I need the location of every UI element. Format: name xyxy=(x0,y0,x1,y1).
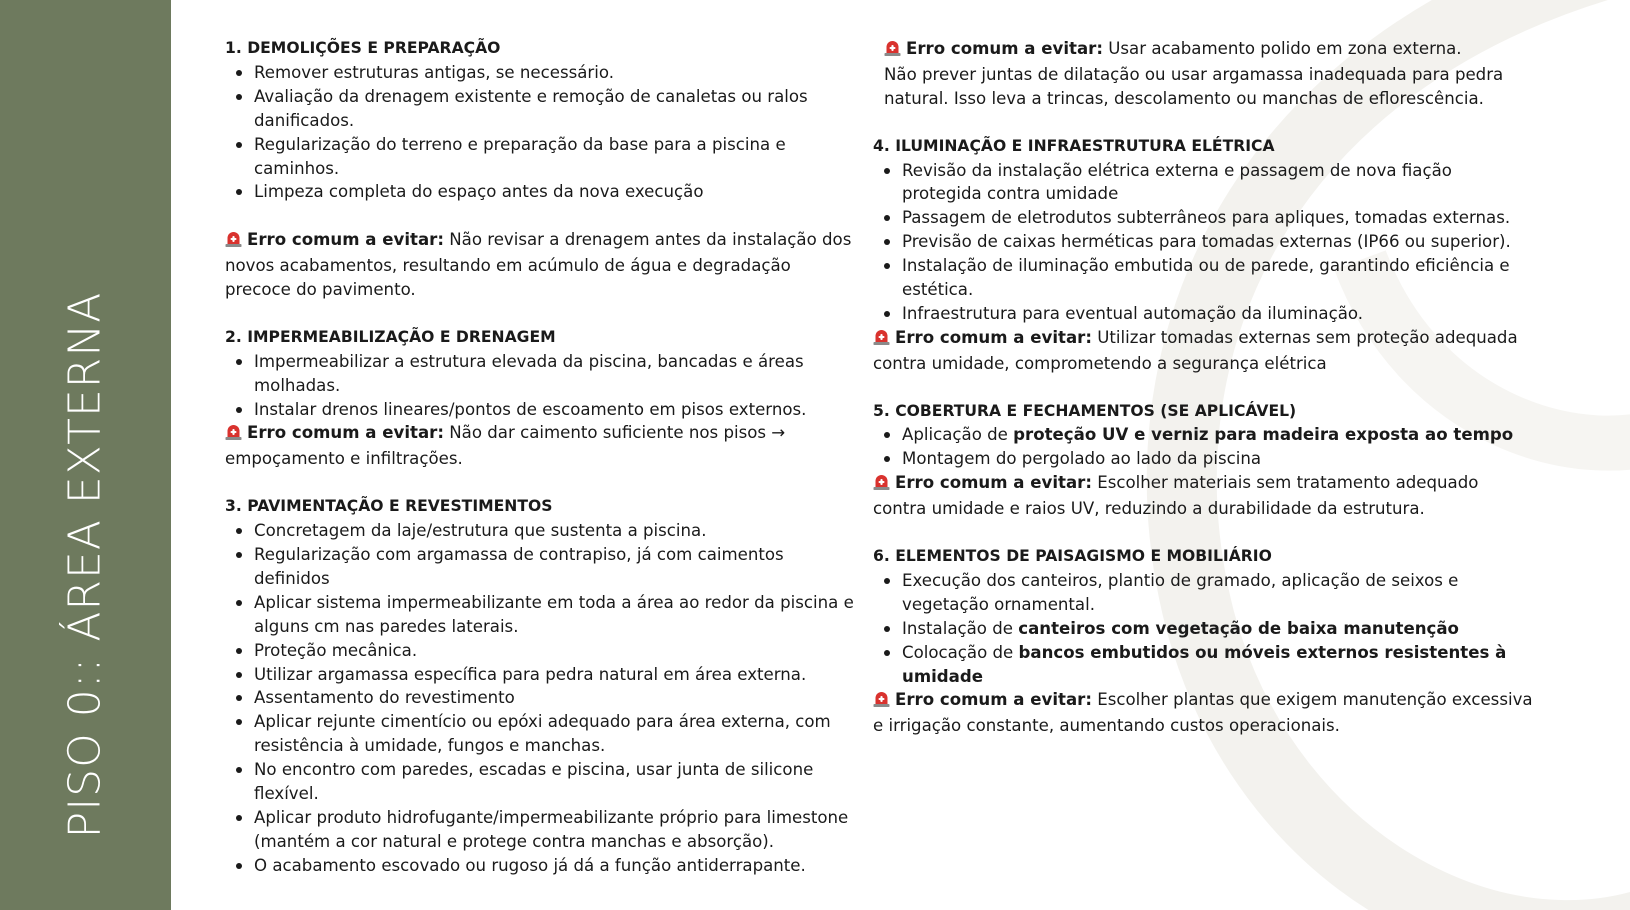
list-item: Aplicar produto hidrofugante/impermeabilizante próprio para limestone (mantém a cor natural e protege contra manchas e absorção). xyxy=(225,806,860,854)
section-demolicoes xyxy=(225,37,860,302)
siren-icon xyxy=(873,690,890,714)
section-heading: 4. ILUMINAÇÃO E INFRAESTRUTURA ELÉTRICA xyxy=(873,136,1275,155)
section-iluminacao xyxy=(873,135,1533,376)
list-item: Aplicação de proteção UV e verniz para madeira exposta ao tempo xyxy=(873,423,1533,447)
warning-label: Erro comum a evitar: xyxy=(247,423,444,443)
list-item: Aplicar sistema impermeabilizante em toda a área ao redor da piscina e alguns cm nas paredes laterais. xyxy=(225,591,860,639)
list-item: Colocação de bancos embutidos ou móveis externos resistentes à umidade xyxy=(873,641,1533,689)
sidebar-panel xyxy=(0,0,171,910)
warning-note xyxy=(884,37,1533,63)
warning-label: Erro comum a evitar: xyxy=(895,327,1092,347)
siren-icon xyxy=(225,230,242,254)
list-item: Previsão de caixas herméticas para tomadas externas (IP66 ou superior). xyxy=(873,230,1533,254)
list-item: Montagem do pergolado ao lado da piscina xyxy=(873,447,1533,471)
list-item: Proteção mecânica. xyxy=(225,639,860,663)
content-column-right xyxy=(873,37,1533,738)
list-item: Regularização do terreno e preparação da base para a piscina e caminhos. xyxy=(225,133,860,181)
section-pavimentacao-warning xyxy=(873,37,1533,111)
warning-label: Erro comum a evitar: xyxy=(247,230,444,250)
warning-text: Escolher plantas que exigem manutenção excessiva e irrigação constante, aumentando custos operacionais. xyxy=(873,690,1533,736)
siren-icon xyxy=(873,328,890,352)
warning-note xyxy=(873,326,1533,376)
item-list xyxy=(873,159,1533,326)
section-paisagismo xyxy=(873,545,1533,738)
section-heading: 1. DEMOLIÇÕES E PREPARAÇÃO xyxy=(225,39,501,57)
list-item: Impermeabilizar a estrutura elevada da piscina, bancadas e áreas molhadas. xyxy=(225,350,860,398)
list-item: Infraestrutura para eventual automação da iluminação. xyxy=(873,302,1533,326)
siren-icon xyxy=(884,39,901,63)
list-item: Remover estruturas antigas, se necessário. xyxy=(225,61,860,85)
item-list xyxy=(225,519,860,878)
list-item: Instalar drenos lineares/pontos de escoamento em pisos externos. xyxy=(225,398,860,422)
item-list xyxy=(225,350,860,422)
page-title: PISO 0:: ÁREA EXTERNA xyxy=(59,291,111,839)
section-heading: 3. PAVIMENTAÇÃO E REVESTIMENTOS xyxy=(225,497,553,516)
warning-label: Erro comum a evitar: xyxy=(906,39,1103,58)
list-item: Instalação de canteiros com vegetação de baixa manutenção xyxy=(873,617,1533,641)
list-item: O acabamento escovado ou rugoso já dá a função antiderrapante. xyxy=(225,854,860,878)
section-heading: 5. COBERTURA E FECHAMENTOS (SE APLICÁVEL) xyxy=(873,401,1297,420)
warning-note xyxy=(873,688,1533,738)
list-item: Limpeza completa do espaço antes da nova execução xyxy=(225,180,860,204)
list-item: Regularização com argamassa de contrapiso, já com caimentos definidos xyxy=(225,543,860,591)
item-list xyxy=(873,423,1533,471)
section-pavimentacao xyxy=(225,495,860,878)
content-column-left xyxy=(225,37,860,878)
warning-text: Escolher materiais sem tratamento adequado contra umidade e raios UV, reduzindo a durabilidade da estrutura. xyxy=(873,473,1479,519)
warning-label: Erro comum a evitar: xyxy=(895,473,1092,493)
list-item: Utilizar argamassa específica para pedra natural em área externa. xyxy=(225,663,860,687)
warning-note xyxy=(225,421,860,471)
list-item: No encontro com paredes, escadas e piscina, usar junta de silicone flexível. xyxy=(225,758,860,806)
warning-note xyxy=(873,471,1533,521)
list-item: Concretagem da laje/estrutura que sustenta a piscina. xyxy=(225,519,860,543)
warning-detail: Não prever juntas de dilatação ou usar argamassa inadequada para pedra natural. Isso leva a trincas, descolamento ou manchas de eflorescência. xyxy=(884,64,1504,108)
warning-note xyxy=(225,228,860,302)
list-item: Avaliação da drenagem existente e remoção de canaletas ou ralos danificados. xyxy=(225,85,860,133)
item-list xyxy=(225,61,860,204)
siren-icon xyxy=(225,423,242,447)
list-item: Revisão da instalação elétrica externa e passagem de nova fiação protegida contra umidade xyxy=(873,159,1533,207)
warning-text: Utilizar tomadas externas sem proteção adequada contra umidade, comprometendo a segurança elétrica xyxy=(873,327,1518,373)
siren-icon xyxy=(873,473,890,497)
section-impermeabilizacao xyxy=(225,326,860,471)
item-list xyxy=(873,569,1533,689)
warning-label: Erro comum a evitar: xyxy=(895,690,1092,710)
warning-text: Usar acabamento polido em zona externa. xyxy=(1102,39,1462,58)
warning-text: Não revisar a drenagem antes da instalação dos novos acabamentos, resultando em acúmulo de água e degradação precoce do pavimento. xyxy=(225,230,852,300)
list-item: Aplicar rejunte cimentício ou epóxi adequado para área externa, com resistência à umidade, fungos e manchas. xyxy=(225,710,860,758)
section-heading: 6. ELEMENTOS DE PAISAGISMO E MOBILIÁRIO xyxy=(873,546,1272,565)
list-item: Instalação de iluminação embutida ou de parede, garantindo eficiência e estética. xyxy=(873,254,1533,302)
list-item: Passagem de eletrodutos subterrâneos para apliques, tomadas externas. xyxy=(873,206,1533,230)
section-heading: 2. IMPERMEABILIZAÇÃO E DRENAGEM xyxy=(225,327,556,346)
list-item: Execução dos canteiros, plantio de gramado, aplicação de seixos e vegetação ornamental. xyxy=(873,569,1533,617)
section-cobertura xyxy=(873,400,1533,522)
list-item: Assentamento do revestimento xyxy=(225,686,860,710)
warning-text: Não dar caimento suficiente nos pisos → empoçamento e infiltrações. xyxy=(225,423,786,469)
